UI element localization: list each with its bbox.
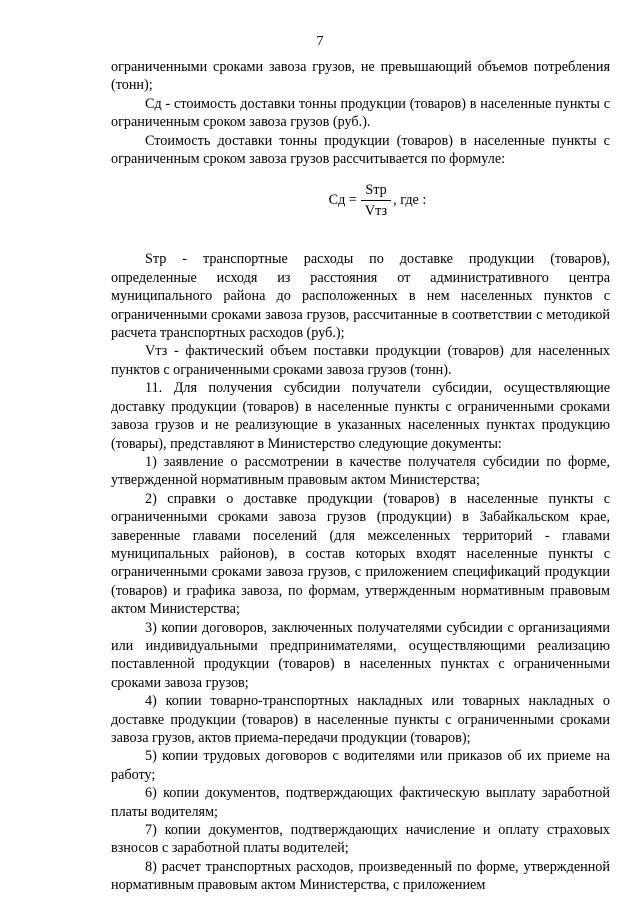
formula-lhs: Сд = <box>328 192 357 209</box>
list-item-5: 5) копии трудовых договоров с водителями или приказов об их приеме на работу; <box>111 748 610 783</box>
paragraph-formula-intro: Стоимость доставки тонны продукции (товаров) в населенные пункты с ограниченным сроком завоза грузов рассчитывается по формуле: <box>111 132 610 168</box>
list-item-4: 4) копии товарно-транспортных накладных или товарных накладных о доставке продукции (товаров) в населенные пункты с ограниченными сроками завоза грузов, актов приема-передачи продукции (товаров); <box>111 693 610 746</box>
formula <box>111 176 610 224</box>
paragraph-continuation: ограниченными сроками завоза грузов, не превышающий объемов потребления (тонн); <box>111 59 610 94</box>
list-item-1: 1) заявление о рассмотрении в качестве получателя субсидии по форме, утвержденной нормативным правовым актом Министерства; <box>111 453 610 489</box>
formula-fraction <box>361 182 391 219</box>
list-item-8: 8) расчет транспортных расходов, произведенный по форме, утвержденной нормативным правовым актом Министерства, с приложением <box>111 858 610 894</box>
paragraph-vtz-definition: Vтз - фактический объем поставки продукции (товаров) для населенных пунктов с ограниченными сроками завоза грузов (тонн). <box>111 343 610 378</box>
document-body <box>111 58 610 895</box>
list-item-3: 3) копии договоров, заключенных получателями субсидии с организациями или индивидуальными предпринимателями, осуществляющими реализацию поставленной продукции (товаров) в населенных пунктах с ограниченными сроками завоза грузов; <box>111 619 610 691</box>
list-item-7: 7) копии документов, подтверждающих начисление и оплату страховых взносов с заработной платы водителей; <box>111 822 610 857</box>
paragraph-item-11: 11. Для получения субсидии получатели субсидии, осуществляющие доставку продукции (товаров) в населенные пункты с ограниченными сроками завоза грузов и не реализующие в указанных населенных пунктах продукцию (товары), представляют в Министерство следующие документы: <box>111 380 610 452</box>
paragraph-sd-definition: Сд - стоимость доставки тонны продукции (товаров) в населенные пункты с ограниченным сроком завоза грузов (руб.). <box>111 95 610 131</box>
formula-denominator: Vтз <box>364 202 388 219</box>
formula-numerator: Sтр <box>361 182 390 201</box>
formula-suffix: , где : <box>393 192 427 209</box>
page-number: 7 <box>316 34 324 49</box>
list-item-6: 6) копии документов, подтверждающих фактическую выплату заработной платы водителям; <box>111 785 610 820</box>
list-item-2: 2) справки о доставке продукции (товаров) в населенные пункты с ограниченными сроками завоза грузов (продукции) в Забайкальском крае, заверенные главами поселений (для межселенных территорий - главами муниципальных районов), в состав которых входят населенные пункты с ограниченными сроками завоза грузов, с приложением спецификаций продукции (товаров) и графика завоза, по формам, утвержденным нормативным правовым актом Министерства; <box>111 490 610 618</box>
paragraph-str-definition: Sтр - транспортные расходы по доставке продукции (товаров), определенные исходя из расстояния от административного центра муниципального района до расположенных в нем населенных пунктов с ограниченными сроками завоза грузов, рассчитанные в соответствии с методикой расчета транспортных расходов (руб.); <box>111 251 610 342</box>
